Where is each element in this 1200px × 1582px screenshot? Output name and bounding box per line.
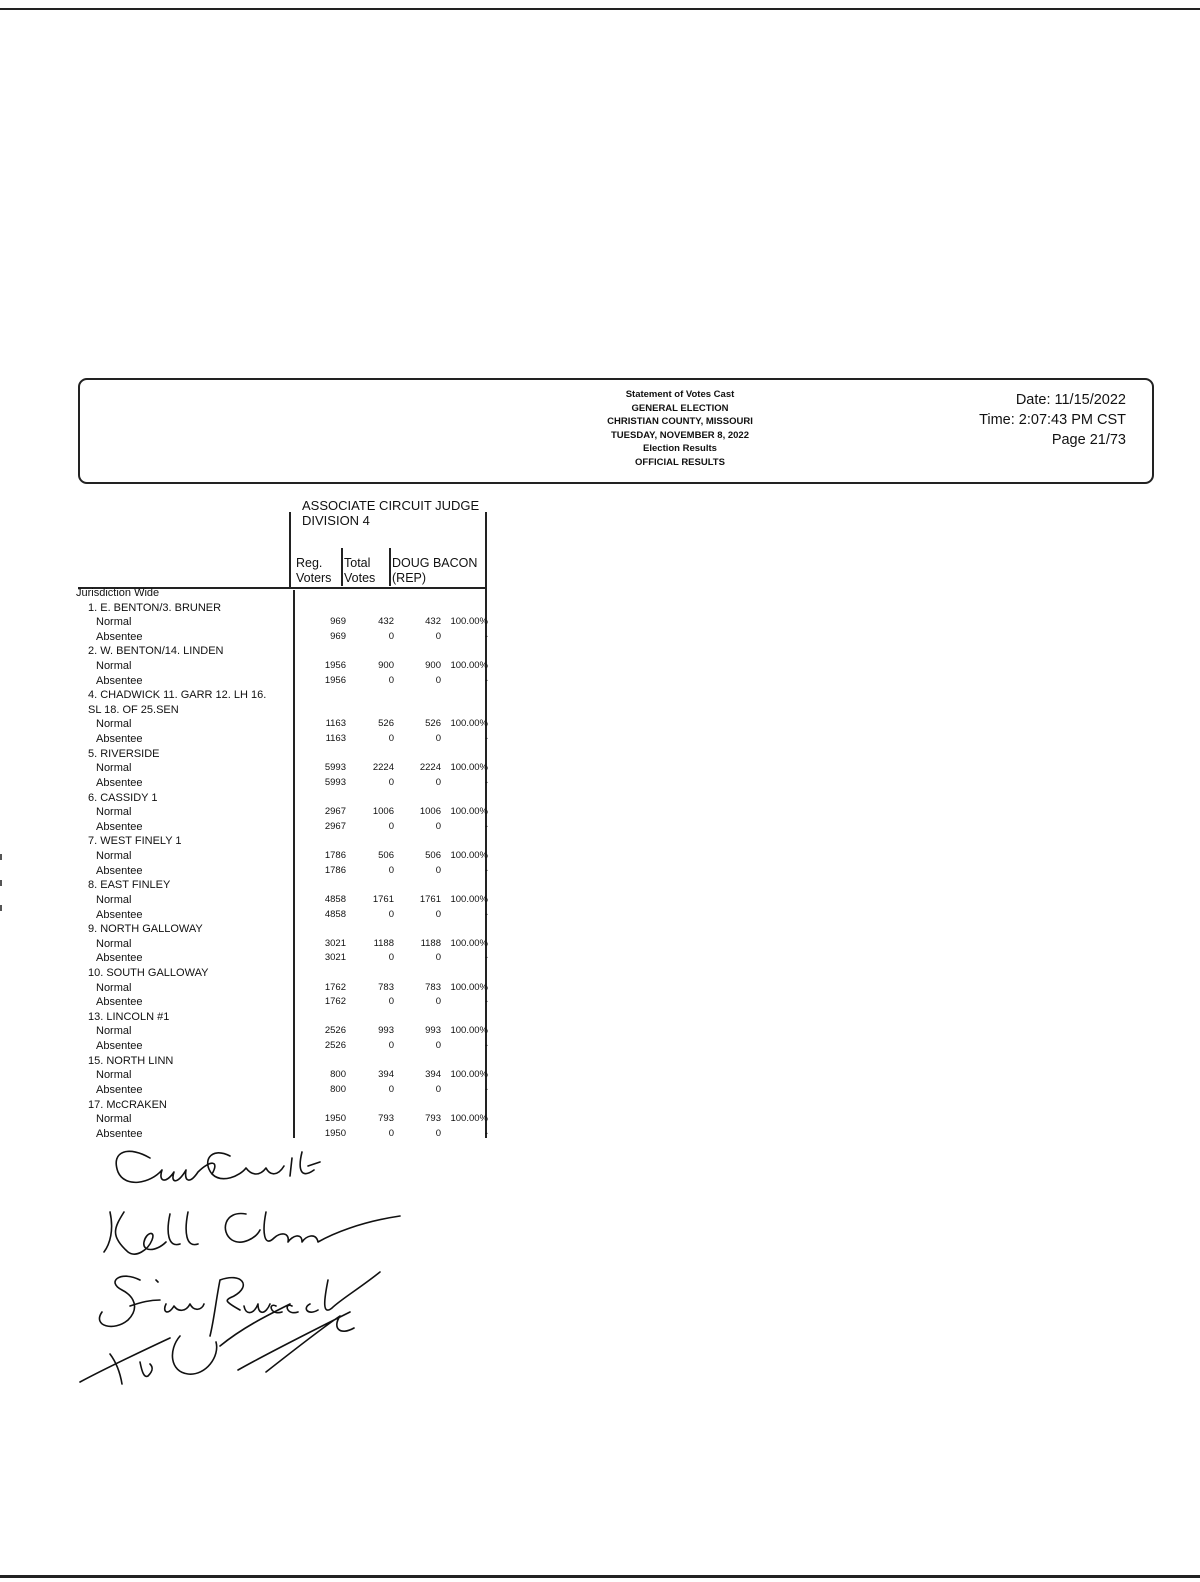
candidate-votes-cell: 0 — [435, 908, 441, 920]
precinct-row — [0, 922, 500, 937]
contest-title-line: ASSOCIATE CIRCUIT JUDGE — [302, 498, 480, 513]
total-votes-cell: 526 — [378, 718, 394, 730]
total-votes-cell: 783 — [378, 981, 394, 993]
vote-type-label: Absentee — [96, 630, 143, 643]
reg-voters-cell: 5993 — [324, 776, 346, 788]
header-line: Statement of Votes Cast — [625, 389, 735, 400]
precinct-name: 6. CASSIDY 1 — [88, 791, 158, 804]
total-votes-cell: 0 — [388, 733, 394, 745]
candidate-votes-cell: 394 — [425, 1069, 441, 1081]
candidate-votes-cell: 0 — [435, 1040, 441, 1052]
total-votes-cell: 0 — [388, 952, 394, 964]
bottom-rule — [0, 1575, 1200, 1578]
candidate-percent-cell: - — [484, 1083, 488, 1095]
reg-voters-cell: 1956 — [324, 674, 346, 686]
reg-voters-cell: 3021 — [324, 952, 346, 964]
candidate-percent-cell: - — [484, 1127, 488, 1139]
candidate-percent-cell: - — [484, 674, 488, 686]
reg-voters-cell: 2967 — [324, 806, 346, 818]
reg-voters-cell: 1786 — [324, 864, 346, 876]
total-votes-cell: 0 — [388, 630, 394, 642]
candidate-votes-cell: 0 — [435, 776, 441, 788]
precinct-row — [0, 878, 500, 893]
candidate-header-line: (REP) — [392, 571, 427, 585]
vote-type-label: Normal — [96, 718, 132, 731]
total-votes-cell: 2224 — [372, 762, 394, 774]
candidate-percent-cell: 100.00% — [450, 806, 488, 818]
total-votes-header-line: Total — [344, 556, 371, 570]
candidate-percent-cell: - — [484, 908, 488, 920]
vote-type-label: Absentee — [96, 776, 143, 789]
vote-type-label: Absentee — [96, 952, 143, 965]
candidate-votes-cell: 0 — [435, 996, 441, 1008]
reg-voters-header — [296, 556, 331, 586]
reg-voters-cell: 1163 — [325, 718, 346, 730]
reg-voters-cell: 800 — [330, 1083, 346, 1095]
candidate-percent-cell: 100.00% — [450, 762, 488, 774]
total-votes-cell: 900 — [378, 659, 394, 671]
vote-type-label: Absentee — [96, 908, 143, 921]
table-row — [0, 908, 500, 923]
table-row — [0, 1024, 500, 1039]
candidate-percent-cell: - — [484, 630, 488, 642]
vote-type-label: Absentee — [96, 996, 143, 1009]
candidate-header — [392, 556, 477, 586]
vote-type-label: Absentee — [96, 1083, 143, 1096]
precinct-name: 8. EAST FINLEY — [88, 879, 171, 892]
reg-voters-cell: 969 — [330, 630, 346, 642]
table-row — [0, 1039, 500, 1054]
total-votes-cell: 793 — [378, 1113, 394, 1125]
total-votes-cell: 1761 — [372, 893, 394, 905]
candidate-votes-cell: 0 — [435, 1083, 441, 1095]
table-row — [0, 893, 500, 908]
reg-voters-cell: 2526 — [324, 1040, 346, 1052]
precinct-row — [0, 601, 500, 616]
total-votes-cell: 0 — [388, 864, 394, 876]
precinct-row — [0, 834, 500, 849]
candidate-percent-cell: 100.00% — [450, 1113, 488, 1125]
column-divider — [341, 548, 343, 586]
total-votes-cell: 506 — [378, 850, 394, 862]
vote-type-label: Absentee — [96, 1040, 143, 1053]
vote-type-label: Absentee — [96, 864, 143, 877]
candidate-header-line: DOUG BACON — [392, 556, 478, 570]
reg-voters-cell: 1762 — [324, 981, 346, 993]
table-row — [0, 1068, 500, 1083]
candidate-percent-cell: - — [484, 820, 488, 832]
total-votes-cell: 1006 — [372, 806, 394, 818]
table-row — [0, 674, 500, 689]
precinct-name: 7. WEST FINELY 1 — [88, 835, 182, 848]
precinct-row — [0, 644, 500, 659]
signatures-image — [70, 1140, 430, 1400]
table-row — [0, 864, 500, 879]
precinct-name: SL 18. OF 25.SEN — [88, 703, 179, 716]
table-row — [0, 717, 500, 732]
candidate-votes-cell: 2224 — [419, 762, 441, 774]
reg-voters-cell: 1163 — [325, 733, 346, 745]
total-votes-cell: 0 — [388, 1040, 394, 1052]
table-row — [0, 995, 500, 1010]
precinct-name: 2. W. BENTON/14. LINDEN — [88, 645, 224, 658]
candidate-votes-cell: 0 — [435, 630, 441, 642]
header-line: GENERAL ELECTION — [631, 402, 729, 414]
candidate-percent-cell: - — [484, 733, 488, 745]
vote-type-label: Normal — [96, 806, 132, 819]
header-line: Election Results — [643, 443, 717, 454]
page-number: Page 21/73 — [1051, 432, 1126, 448]
candidate-votes-cell: 0 — [435, 864, 441, 876]
candidate-votes-cell: 526 — [425, 718, 441, 730]
precinct-name: 4. CHADWICK 11. GARR 12. LH 16. — [88, 689, 267, 702]
vote-type-label: Normal — [96, 659, 132, 672]
table-row — [0, 951, 500, 966]
precinct-name: 9. NORTH GALLOWAY — [88, 923, 203, 936]
report-date: Date: 11/15/2022 — [1015, 392, 1126, 408]
reg-voters-cell: 969 — [330, 616, 346, 628]
candidate-votes-cell: 783 — [425, 981, 441, 993]
table-row — [0, 1112, 500, 1127]
precinct-row — [0, 1054, 500, 1069]
candidate-votes-cell: 0 — [435, 952, 441, 964]
vote-type-label: Normal — [96, 1069, 132, 1082]
candidate-votes-cell: 1761 — [419, 893, 441, 905]
candidate-votes-cell: 0 — [435, 674, 441, 686]
contest-title — [302, 498, 479, 528]
total-votes-cell: 1188 — [373, 937, 394, 949]
candidate-percent-cell: 100.00% — [450, 659, 488, 671]
table-row — [0, 732, 500, 747]
vote-type-label: Normal — [96, 937, 132, 950]
precinct-row — [0, 1098, 500, 1113]
candidate-votes-cell: 0 — [435, 1127, 441, 1139]
precinct-row — [0, 791, 500, 806]
candidate-votes-cell: 993 — [425, 1025, 441, 1037]
reg-voters-cell: 2967 — [324, 820, 346, 832]
header-line: TUESDAY, NOVEMBER 8, 2022 — [611, 429, 749, 441]
total-votes-cell: 0 — [388, 908, 394, 920]
candidate-percent-cell: - — [484, 776, 488, 788]
table-row — [0, 937, 500, 952]
vote-type-label: Absentee — [96, 733, 143, 746]
precinct-row — [0, 966, 500, 981]
candidate-votes-cell: 1006 — [419, 806, 441, 818]
candidate-votes-cell: 1188 — [420, 937, 441, 949]
total-votes-header-line: Votes — [344, 571, 376, 585]
reg-voters-cell: 1762 — [324, 996, 346, 1008]
candidate-votes-cell: 0 — [435, 733, 441, 745]
candidate-votes-cell: 900 — [425, 659, 441, 671]
table-row — [0, 615, 500, 630]
precinct-row — [0, 747, 500, 762]
vote-type-label: Normal — [96, 850, 132, 863]
header-line: CHRISTIAN COUNTY, MISSOURI — [607, 416, 753, 427]
candidate-votes-cell: 793 — [425, 1113, 441, 1125]
total-votes-cell: 0 — [388, 776, 394, 788]
vote-type-label: Absentee — [96, 674, 143, 687]
precinct-row — [0, 703, 500, 718]
vote-type-label: Normal — [96, 1025, 132, 1038]
candidate-percent-cell: - — [484, 996, 488, 1008]
report-time: Time: 2:07:43 PM CST — [979, 412, 1126, 428]
report-title-block — [560, 388, 800, 469]
table-row — [0, 630, 500, 645]
reg-voters-cell: 800 — [330, 1069, 346, 1081]
vote-type-label: Normal — [96, 616, 132, 629]
vote-type-label: Absentee — [96, 1127, 143, 1140]
total-votes-cell: 993 — [378, 1025, 394, 1037]
candidate-percent-cell: - — [484, 952, 488, 964]
report-header — [78, 378, 1154, 484]
vote-type-label: Normal — [96, 981, 132, 994]
vote-type-label: Absentee — [96, 820, 143, 833]
reg-voters-cell: 4858 — [324, 908, 346, 920]
candidate-votes-cell: 506 — [425, 850, 441, 862]
candidate-percent-cell: 100.00% — [450, 1069, 488, 1081]
candidate-percent-cell: 100.00% — [450, 616, 488, 628]
reg-voters-cell: 2526 — [324, 1025, 346, 1037]
table-row — [0, 981, 500, 996]
candidate-percent-cell: - — [484, 864, 488, 876]
reg-voters-cell: 1950 — [324, 1127, 346, 1139]
reg-voters-header-line: Reg. — [296, 556, 323, 570]
reg-voters-cell: 1956 — [324, 659, 346, 671]
precinct-name: 10. SOUTH GALLOWAY — [88, 967, 209, 979]
table-row — [0, 820, 500, 835]
total-votes-cell: 0 — [388, 1127, 394, 1139]
reg-voters-cell: 3021 — [324, 937, 346, 949]
reg-voters-cell: 1950 — [324, 1113, 346, 1125]
precinct-name: 17. McCRAKEN — [88, 1098, 167, 1111]
candidate-percent-cell: 100.00% — [450, 981, 488, 993]
candidate-percent-cell: - — [484, 1040, 488, 1052]
candidate-percent-cell: 100.00% — [450, 718, 488, 730]
table-row — [0, 659, 500, 674]
column-divider — [389, 548, 391, 586]
precinct-row — [0, 1010, 500, 1025]
total-votes-cell: 0 — [388, 1083, 394, 1095]
precinct-row — [0, 688, 500, 703]
candidate-percent-cell: 100.00% — [450, 893, 488, 905]
table-row — [0, 1083, 500, 1098]
header-line: OFFICIAL RESULTS — [635, 456, 725, 468]
vote-type-label: Normal — [96, 1113, 132, 1126]
total-votes-cell: 0 — [388, 820, 394, 832]
candidate-percent-cell: 100.00% — [450, 850, 488, 862]
table-row — [0, 849, 500, 864]
reg-voters-cell: 1786 — [324, 850, 346, 862]
total-votes-cell: 0 — [388, 996, 394, 1008]
table-row — [0, 761, 500, 776]
column-divider — [289, 512, 291, 588]
table-row — [0, 805, 500, 820]
precinct-name: 5. RIVERSIDE — [88, 747, 160, 760]
top-rule — [0, 8, 1200, 10]
precinct-name: 1. E. BENTON/3. BRUNER — [88, 601, 222, 614]
vote-type-label: Normal — [96, 762, 132, 775]
jurisdiction-label: Jurisdiction Wide — [76, 587, 160, 599]
jurisdiction-row — [0, 586, 500, 601]
total-votes-header — [344, 556, 375, 586]
total-votes-cell: 394 — [378, 1069, 394, 1081]
table-row — [0, 776, 500, 791]
precinct-name: 15. NORTH LINN — [88, 1054, 174, 1067]
precinct-name: 13. LINCOLN #1 — [88, 1010, 170, 1023]
contest-title-line: DIVISION 4 — [302, 513, 370, 528]
total-votes-cell: 432 — [378, 616, 394, 628]
reg-voters-cell: 4858 — [324, 893, 346, 905]
reg-voters-cell: 5993 — [324, 762, 346, 774]
candidate-percent-cell: 100.00% — [450, 937, 488, 949]
vote-type-label: Normal — [96, 893, 132, 906]
candidate-votes-cell: 432 — [425, 616, 441, 628]
candidate-percent-cell: 100.00% — [450, 1025, 488, 1037]
reg-voters-header-line: Voters — [296, 571, 332, 585]
total-votes-cell: 0 — [388, 674, 394, 686]
candidate-votes-cell: 0 — [435, 820, 441, 832]
report-meta — [979, 390, 1126, 450]
